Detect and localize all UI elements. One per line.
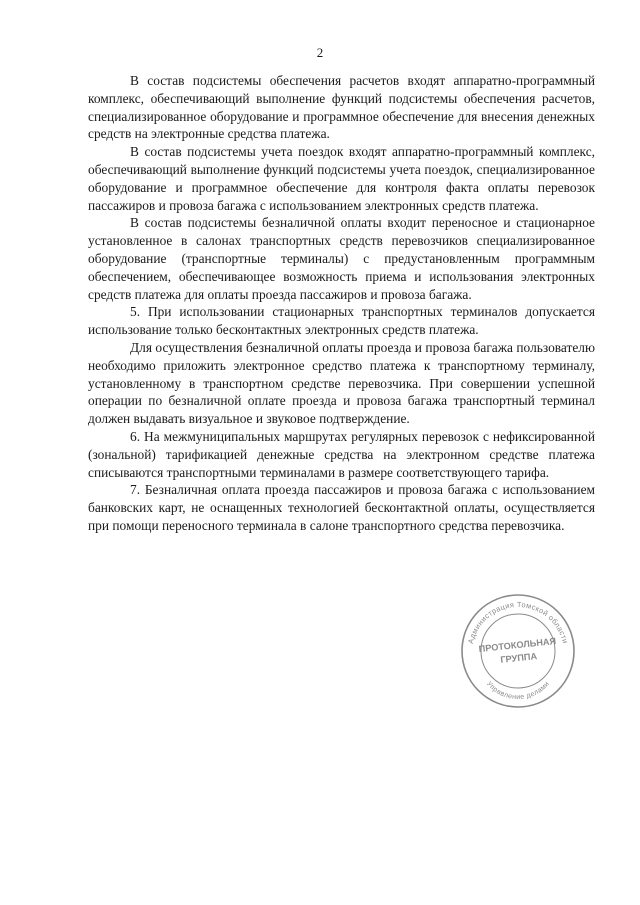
paragraph-settlement-subsystem: В состав подсистемы обеспечения расчетов входят аппаратно-программный комплекс, обеспечивающий выполнение функций подсистемы обеспечения расчетов, специализированное оборудование и программное обеспечение для внесения денежных средств на электронные средства платежа.: [88, 73, 595, 142]
paragraph-payment-procedure: Для осуществления безналичной оплаты проезда и провоза багажа пользователю необходимо приложить электронное средство платежа к транспортному терминалу, установленному в транспортном средстве перевозчика. При совершении успешной операции по безналичной оплате проезда и провоза багажа транспортный терминал должен выдавать визуальное и звуковое подтверждение.: [88, 339, 595, 427]
paragraph-item-7: 7. Безналичная оплата проезда пассажиров и провоза багажа с использованием банковских карт, не оснащенных технологией бесконтактной оплаты, осуществляется при помощи переносного терминала в салоне транспортного средства перевозчика.: [88, 482, 595, 533]
paragraph-cashless-payment-subsystem: В состав подсистемы безналичной оплаты входит переносное и стационарное установленное в салонах транспортных средств перевозчиков специализированное оборудование (транспортные терминалы) с предустановленным программным обеспечением, обеспечивающее возможность приема и использования электронных средств платежа для оплаты проезда пассажиров и провоза багажа.: [88, 215, 595, 302]
stamp-center-line-2: ГРУППА: [499, 651, 538, 665]
official-stamp: [458, 591, 578, 711]
stamp-center: [478, 636, 558, 667]
paragraph-item-5: 5. При использовании стационарных транспортных терминалов допускается использование только бесконтактных электронных средств платежа.: [88, 304, 595, 338]
page-number: 2: [316, 45, 324, 60]
stamp-outer-text: Администрация Томской области: [466, 599, 570, 645]
paragraph-trip-accounting-subsystem: В состав подсистемы учета поездок входят аппаратно-программный комплекс, обеспечивающий выполнение функций подсистемы учета поездок, специализированное оборудование и программное обеспечение для контроля факта оплаты перевозок пассажиров и провоза багажа с использованием электронных средств платежа.: [88, 144, 595, 213]
paragraph-item-6: 6. На межмуниципальных маршрутах регулярных перевозок с нефиксированной (зональной) тарификацией денежные средства на электронном средстве платежа списываются транспортными терминалами в размере соответствующего тарифа.: [88, 428, 595, 480]
stamp-center-line-1: ПРОТОКОЛЬНАЯ: [478, 635, 557, 655]
document-body: [88, 72, 595, 535]
stamp-bottom-text: Управление делами: [485, 680, 551, 702]
